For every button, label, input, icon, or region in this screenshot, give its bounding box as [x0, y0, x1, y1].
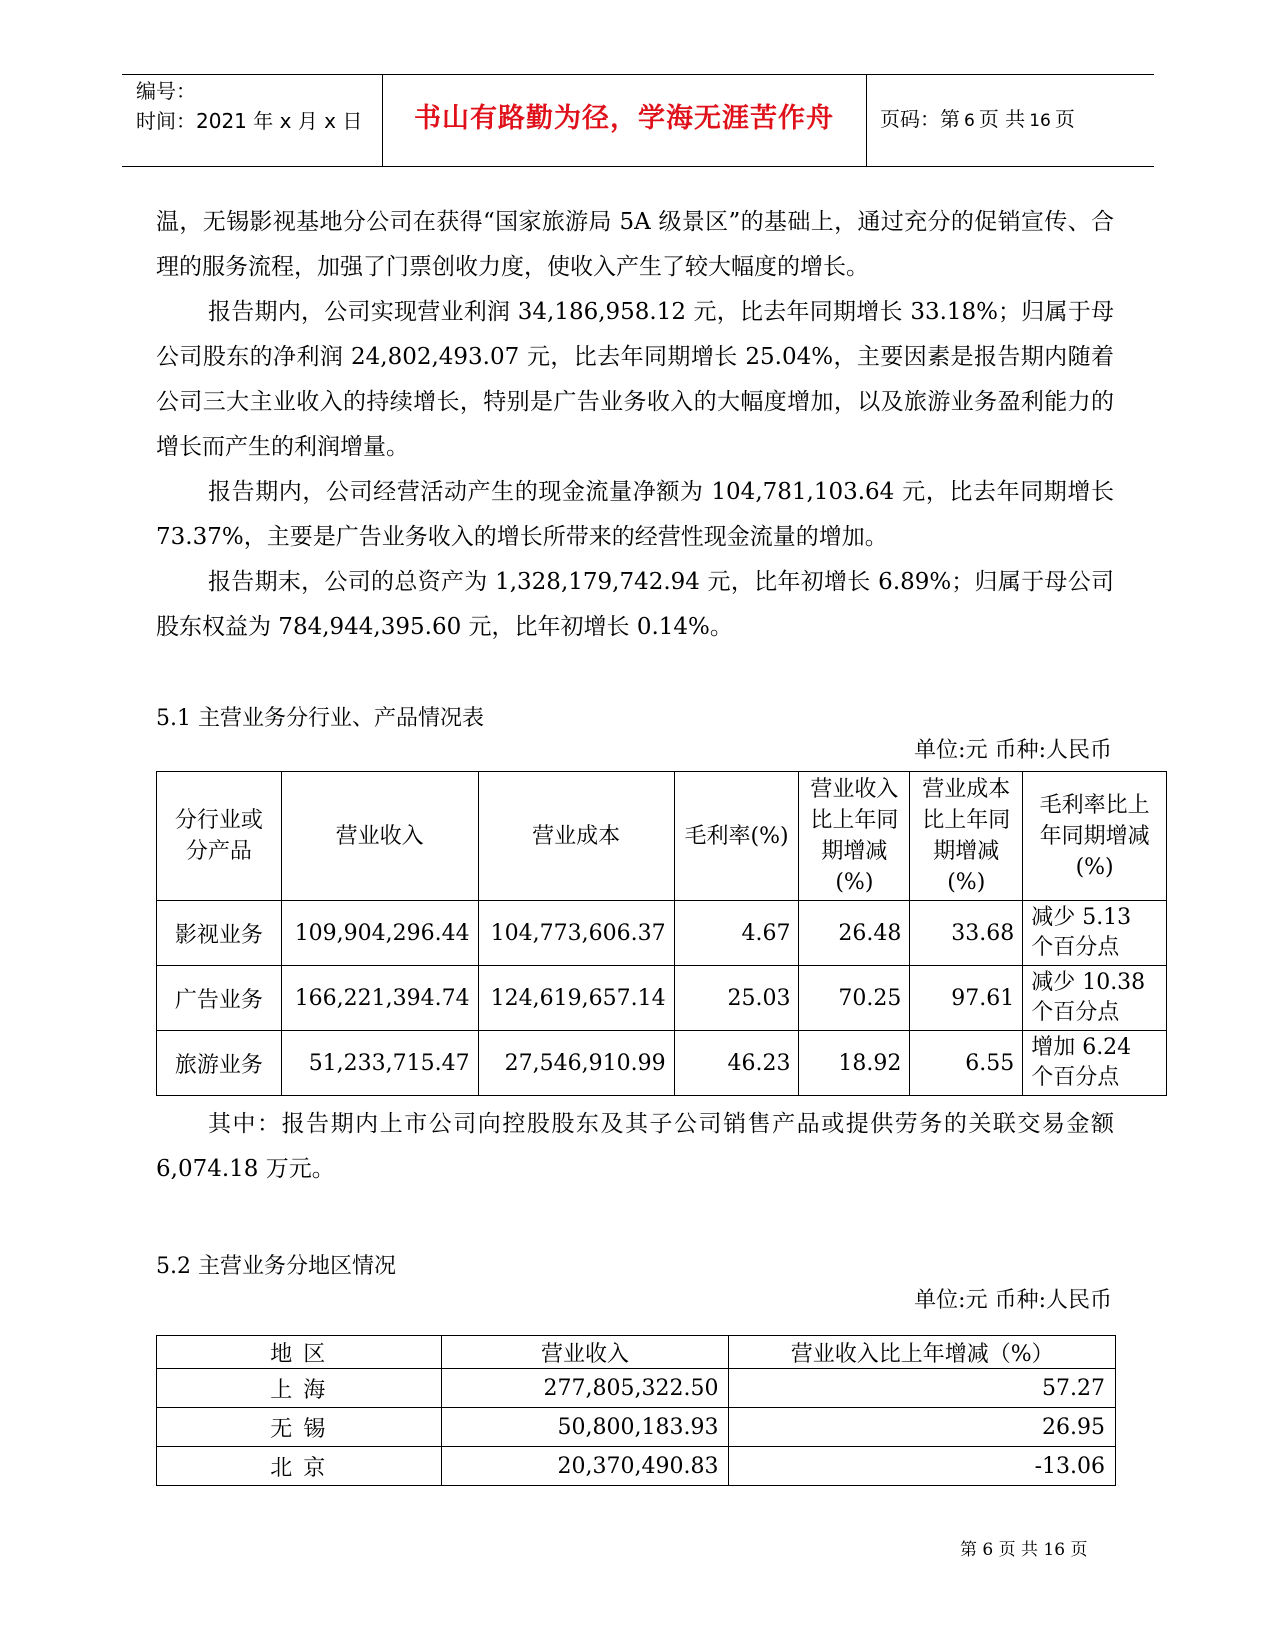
table-row — [157, 1031, 1167, 1096]
col-header-cost-change: 营业成本比上年同期增减(%) — [910, 772, 1023, 901]
header-meta — [136, 76, 362, 136]
paragraph-assets: 报告期末，公司的总资产为 1,328,179,742.94 元，比年初增长 6.89%；归属于母公司股东权益为 784,944,395.60 元，比年初增长 0.14%。 — [156, 569, 1114, 640]
revenue-change-cell: 57.27 — [729, 1369, 1116, 1408]
cost-cell: 124,619,657.14 — [478, 966, 674, 1031]
page-mid: 页 共 — [978, 107, 1026, 131]
table-row — [157, 966, 1167, 1031]
page-current: 6 — [964, 111, 975, 131]
header-top-rule — [122, 74, 1154, 75]
region-table — [156, 1335, 1116, 1486]
table-header-row — [157, 772, 1167, 901]
serial-label: 编号： — [136, 79, 196, 103]
revenue-change-cell: 26.95 — [729, 1408, 1116, 1447]
col-header-region: 地 区 — [157, 1336, 442, 1369]
margin-change-cell: 减少 10.38 个百分点 — [1023, 966, 1167, 1031]
region-name: 上 海 — [157, 1369, 442, 1408]
margin-cell: 46.23 — [674, 1031, 799, 1096]
col-header-revenue: 营业收入 — [441, 1336, 729, 1369]
revenue-cell: 277,805,322.50 — [441, 1369, 729, 1408]
revenue-cell: 51,233,715.47 — [281, 1031, 478, 1096]
col-header-revenue-change: 营业收入比上年同期增减(%) — [799, 772, 910, 901]
header-bottom-rule — [122, 166, 1154, 167]
col-header-margin-change: 毛利率比上年同期增减(%) — [1023, 772, 1167, 901]
cost-change-cell: 97.61 — [910, 966, 1023, 1031]
page-suffix: 页 — [1054, 107, 1075, 131]
time-label: 时间：2021 年 x 月 x 日 — [136, 109, 363, 133]
header-divider-right — [866, 74, 867, 166]
paragraph-tourism: 温，无锡影视基地分公司在获得“国家旅游局 5A 级景区”的基础上，通过充分的促销宣传、合理的服务流程，加强了门票创收力度，使收入产生了较大幅度的增长。 — [156, 209, 1114, 280]
cost-cell: 104,773,606.37 — [478, 901, 674, 966]
paragraph-related-transactions: 其中：报告期内上市公司向控股股东及其子公司销售产品或提供劳务的关联交易金额 6,074.18 万元。 — [156, 1111, 1114, 1182]
revenue-cell: 50,800,183.93 — [441, 1408, 729, 1447]
segment-name: 旅游业务 — [157, 1031, 282, 1096]
revenue-cell: 20,370,490.83 — [441, 1447, 729, 1486]
table-row — [157, 1447, 1116, 1486]
segment-name: 影视业务 — [157, 901, 282, 966]
header-page-number — [880, 104, 1075, 136]
page-footer: 第 6 页 共 16 页 — [960, 1540, 1088, 1560]
revenue-change-cell: 26.48 — [799, 901, 910, 966]
revenue-change-cell: -13.06 — [729, 1447, 1116, 1486]
cost-cell: 27,546,910.99 — [478, 1031, 674, 1096]
col-header-segment: 分行业或分产品 — [157, 772, 282, 901]
margin-cell: 25.03 — [674, 966, 799, 1031]
page-prefix: 页码：第 — [880, 107, 960, 131]
revenue-cell: 166,221,394.74 — [281, 966, 478, 1031]
margin-change-cell: 减少 5.13 个百分点 — [1023, 901, 1167, 966]
section-title-5-1: 5.1 主营业务分行业、产品情况表 — [156, 706, 484, 731]
revenue-cell: 109,904,296.44 — [281, 901, 478, 966]
revenue-change-cell: 18.92 — [799, 1031, 910, 1096]
section-title-5-2: 5.2 主营业务分地区情况 — [156, 1254, 396, 1279]
segment-name: 广告业务 — [157, 966, 282, 1031]
table-row — [157, 1408, 1116, 1447]
region-name: 北 京 — [157, 1447, 442, 1486]
industry-product-table — [156, 771, 1167, 1096]
margin-cell: 4.67 — [674, 901, 799, 966]
region-name: 无 锡 — [157, 1408, 442, 1447]
unit-label-5-1: 单位:元 币种:人民币 — [914, 738, 1112, 763]
col-header-margin: 毛利率(%) — [674, 772, 799, 901]
paragraph-cashflow: 报告期内，公司经营活动产生的现金流量净额为 104,781,103.64 元，比去年同期增长 73.37%，主要是广告业务收入的增长所带来的经营性现金流量的增加。 — [156, 479, 1114, 550]
paragraph-profit: 报告期内，公司实现营业利润 34,186,958.12 元，比去年同期增长 33.18%；归属于母公司股东的净利润 24,802,493.07 元，比去年同期增长 25.04%，主要因素是报告期内随着公司三大主业收入的持续增长，特别是广告业务收入的大幅度增加，以及旅游业务盈利能力的增长而产生的利润增量。 — [156, 299, 1114, 460]
margin-change-cell: 增加 6.24 个百分点 — [1023, 1031, 1167, 1096]
header-motto: 书山有路勤为径，学海无涯苦作舟 — [414, 103, 834, 134]
table-header-row — [157, 1336, 1116, 1369]
table-row — [157, 901, 1167, 966]
cost-change-cell: 6.55 — [910, 1031, 1023, 1096]
cost-change-cell: 33.68 — [910, 901, 1023, 966]
col-header-cost: 营业成本 — [478, 772, 674, 901]
page-total: 16 — [1029, 111, 1051, 131]
col-header-revenue-change: 营业收入比上年增减（%） — [729, 1336, 1116, 1369]
table-row — [157, 1369, 1116, 1408]
col-header-revenue: 营业收入 — [281, 772, 478, 901]
revenue-change-cell: 70.25 — [799, 966, 910, 1031]
unit-label-5-2: 单位:元 币种:人民币 — [914, 1288, 1112, 1313]
